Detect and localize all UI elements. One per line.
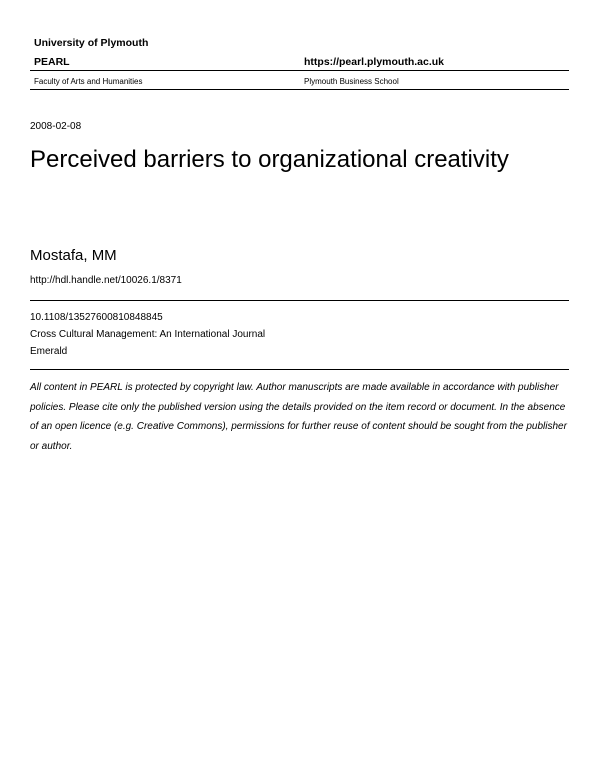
faculty-name: Faculty of Arts and Humanities (34, 77, 143, 86)
publisher-name: Emerald (30, 346, 68, 357)
header-divider-bottom (30, 89, 569, 90)
record-divider-top (30, 300, 569, 301)
journal-name: Cross Cultural Management: An International Journal (30, 329, 266, 340)
copyright-notice: All content in PEARL is protected by copyright law. Author manuscripts are made available in accordance with publisher policies. Please cite only the published version using the details provided on the item record or document. In the absence of an open licence (e.g. Creative Commons), permissions for further reuse of content should be sought from the publisher or author. (30, 382, 567, 452)
publication-date: 2008-02-08 (30, 121, 82, 132)
school-name: Plymouth Business School (304, 77, 399, 86)
header-divider-top (30, 70, 569, 71)
author-name: Mostafa, MM (30, 247, 117, 264)
handle-link[interactable]: http://hdl.handle.net/10026.1/8371 (30, 275, 182, 286)
document-title: Perceived barriers to organizational creativity (30, 146, 509, 173)
institution-name: University of Plymouth (34, 37, 149, 49)
doi: 10.1108/13527600810848845 (30, 312, 163, 323)
record-divider-bottom (30, 369, 569, 370)
repository-url[interactable]: https://pearl.plymouth.ac.uk (304, 56, 445, 68)
repository-name: PEARL (34, 56, 70, 68)
